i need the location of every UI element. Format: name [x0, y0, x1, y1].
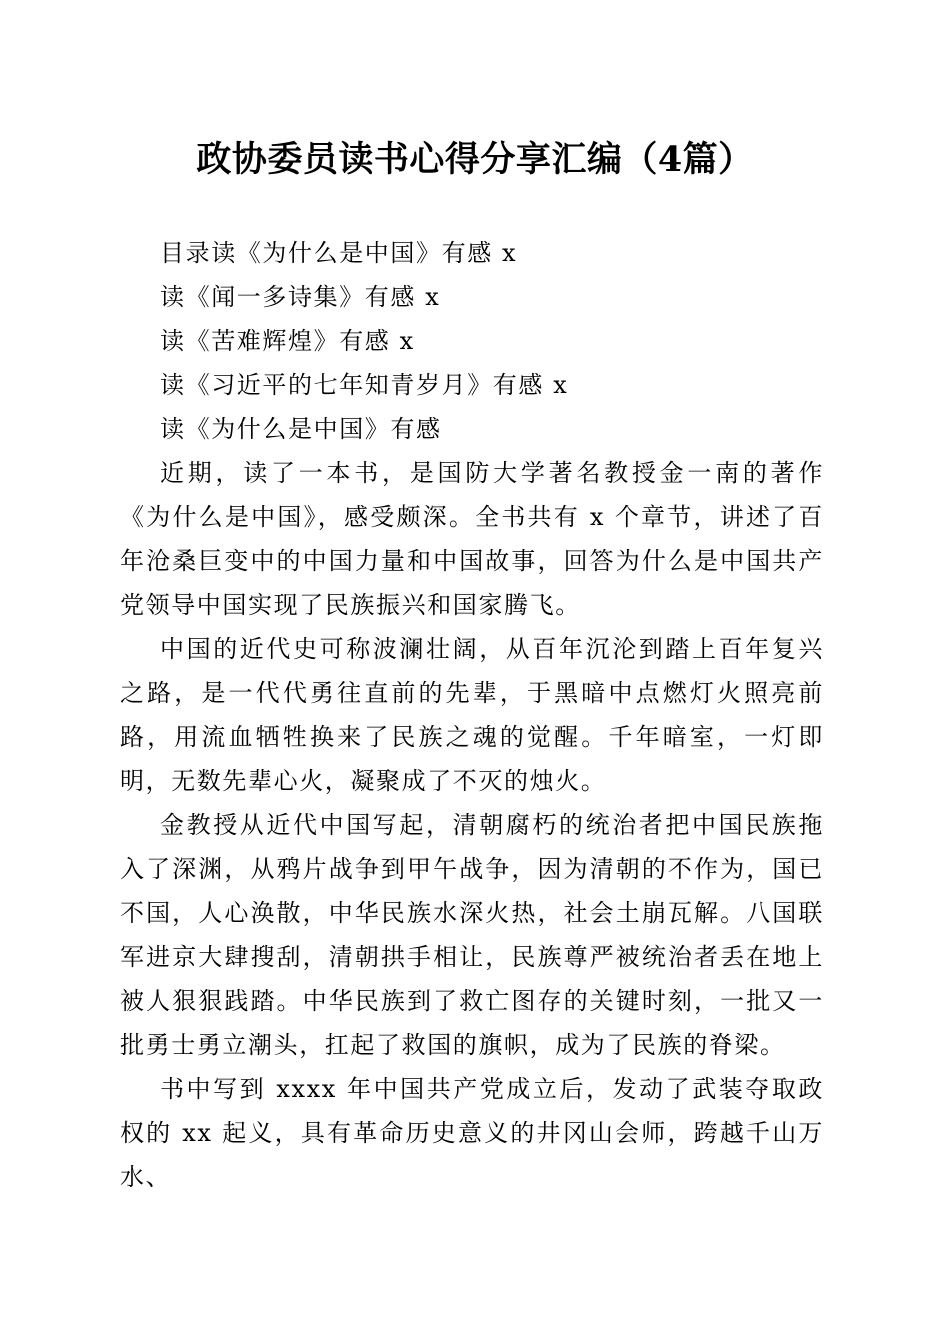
- toc-item: 读《苦难辉煌》有感 x: [160, 327, 415, 355]
- table-of-contents: [120, 231, 824, 407]
- body-paragraph: 金教授从近代中国写起，清朝腐朽的统治者把中国民族拖入了深渊，从鸦片战争到甲午战争，因为清朝的不作为，国已不国，人心涣散，中华民族水深火热，社会土崩瓦解。八国联军进京大肆搜刮，清朝拱手相让，民族尊严被统治者丢在地上被人狠狠践踏。中华民族到了救亡图存的关键时刻，一批又一批勇士勇立潮头，扛起了救国的旗帜，成为了民族的脊梁。: [120, 811, 824, 1059]
- section-heading: 读《为什么是中国》有感: [160, 415, 442, 443]
- body-paragraph: 近期，读了一本书，是国防大学著名教授金一南的著作《为什么是中国》，感受颇深。全书共有 x 个章节，讲述了百年沧桑巨变中的中国力量和中国故事，回答为什么是中国共产党领导中国实现了民族振兴和国家腾飞。: [120, 459, 824, 619]
- toc-item: 读《闻一多诗集》有感 x: [160, 283, 441, 311]
- toc-item: 目录读《为什么是中国》有感 x: [160, 239, 518, 267]
- body-paragraph: 书中写到 xxxx 年中国共产党成立后，发动了武装夺取政权的 xx 起义，具有革命历史意义的井冈山会师，跨越千山万水、: [120, 1075, 824, 1191]
- document-body: [120, 231, 824, 1199]
- toc-item: 读《习近平的七年知青岁月》有感 x: [160, 371, 569, 399]
- document-title: 政协委员读书心得分享汇编（4篇）: [196, 139, 754, 180]
- body-paragraph: 中国的近代史可称波澜壮阔，从百年沉沦到踏上百年复兴之路，是一代代勇往直前的先辈，于黑暗中点燃灯火照亮前路，用流血牺牲换来了民族之魂的觉醒。千年暗室，一灯即明，无数先辈心火，凝聚成了不灭的烛火。: [120, 635, 824, 795]
